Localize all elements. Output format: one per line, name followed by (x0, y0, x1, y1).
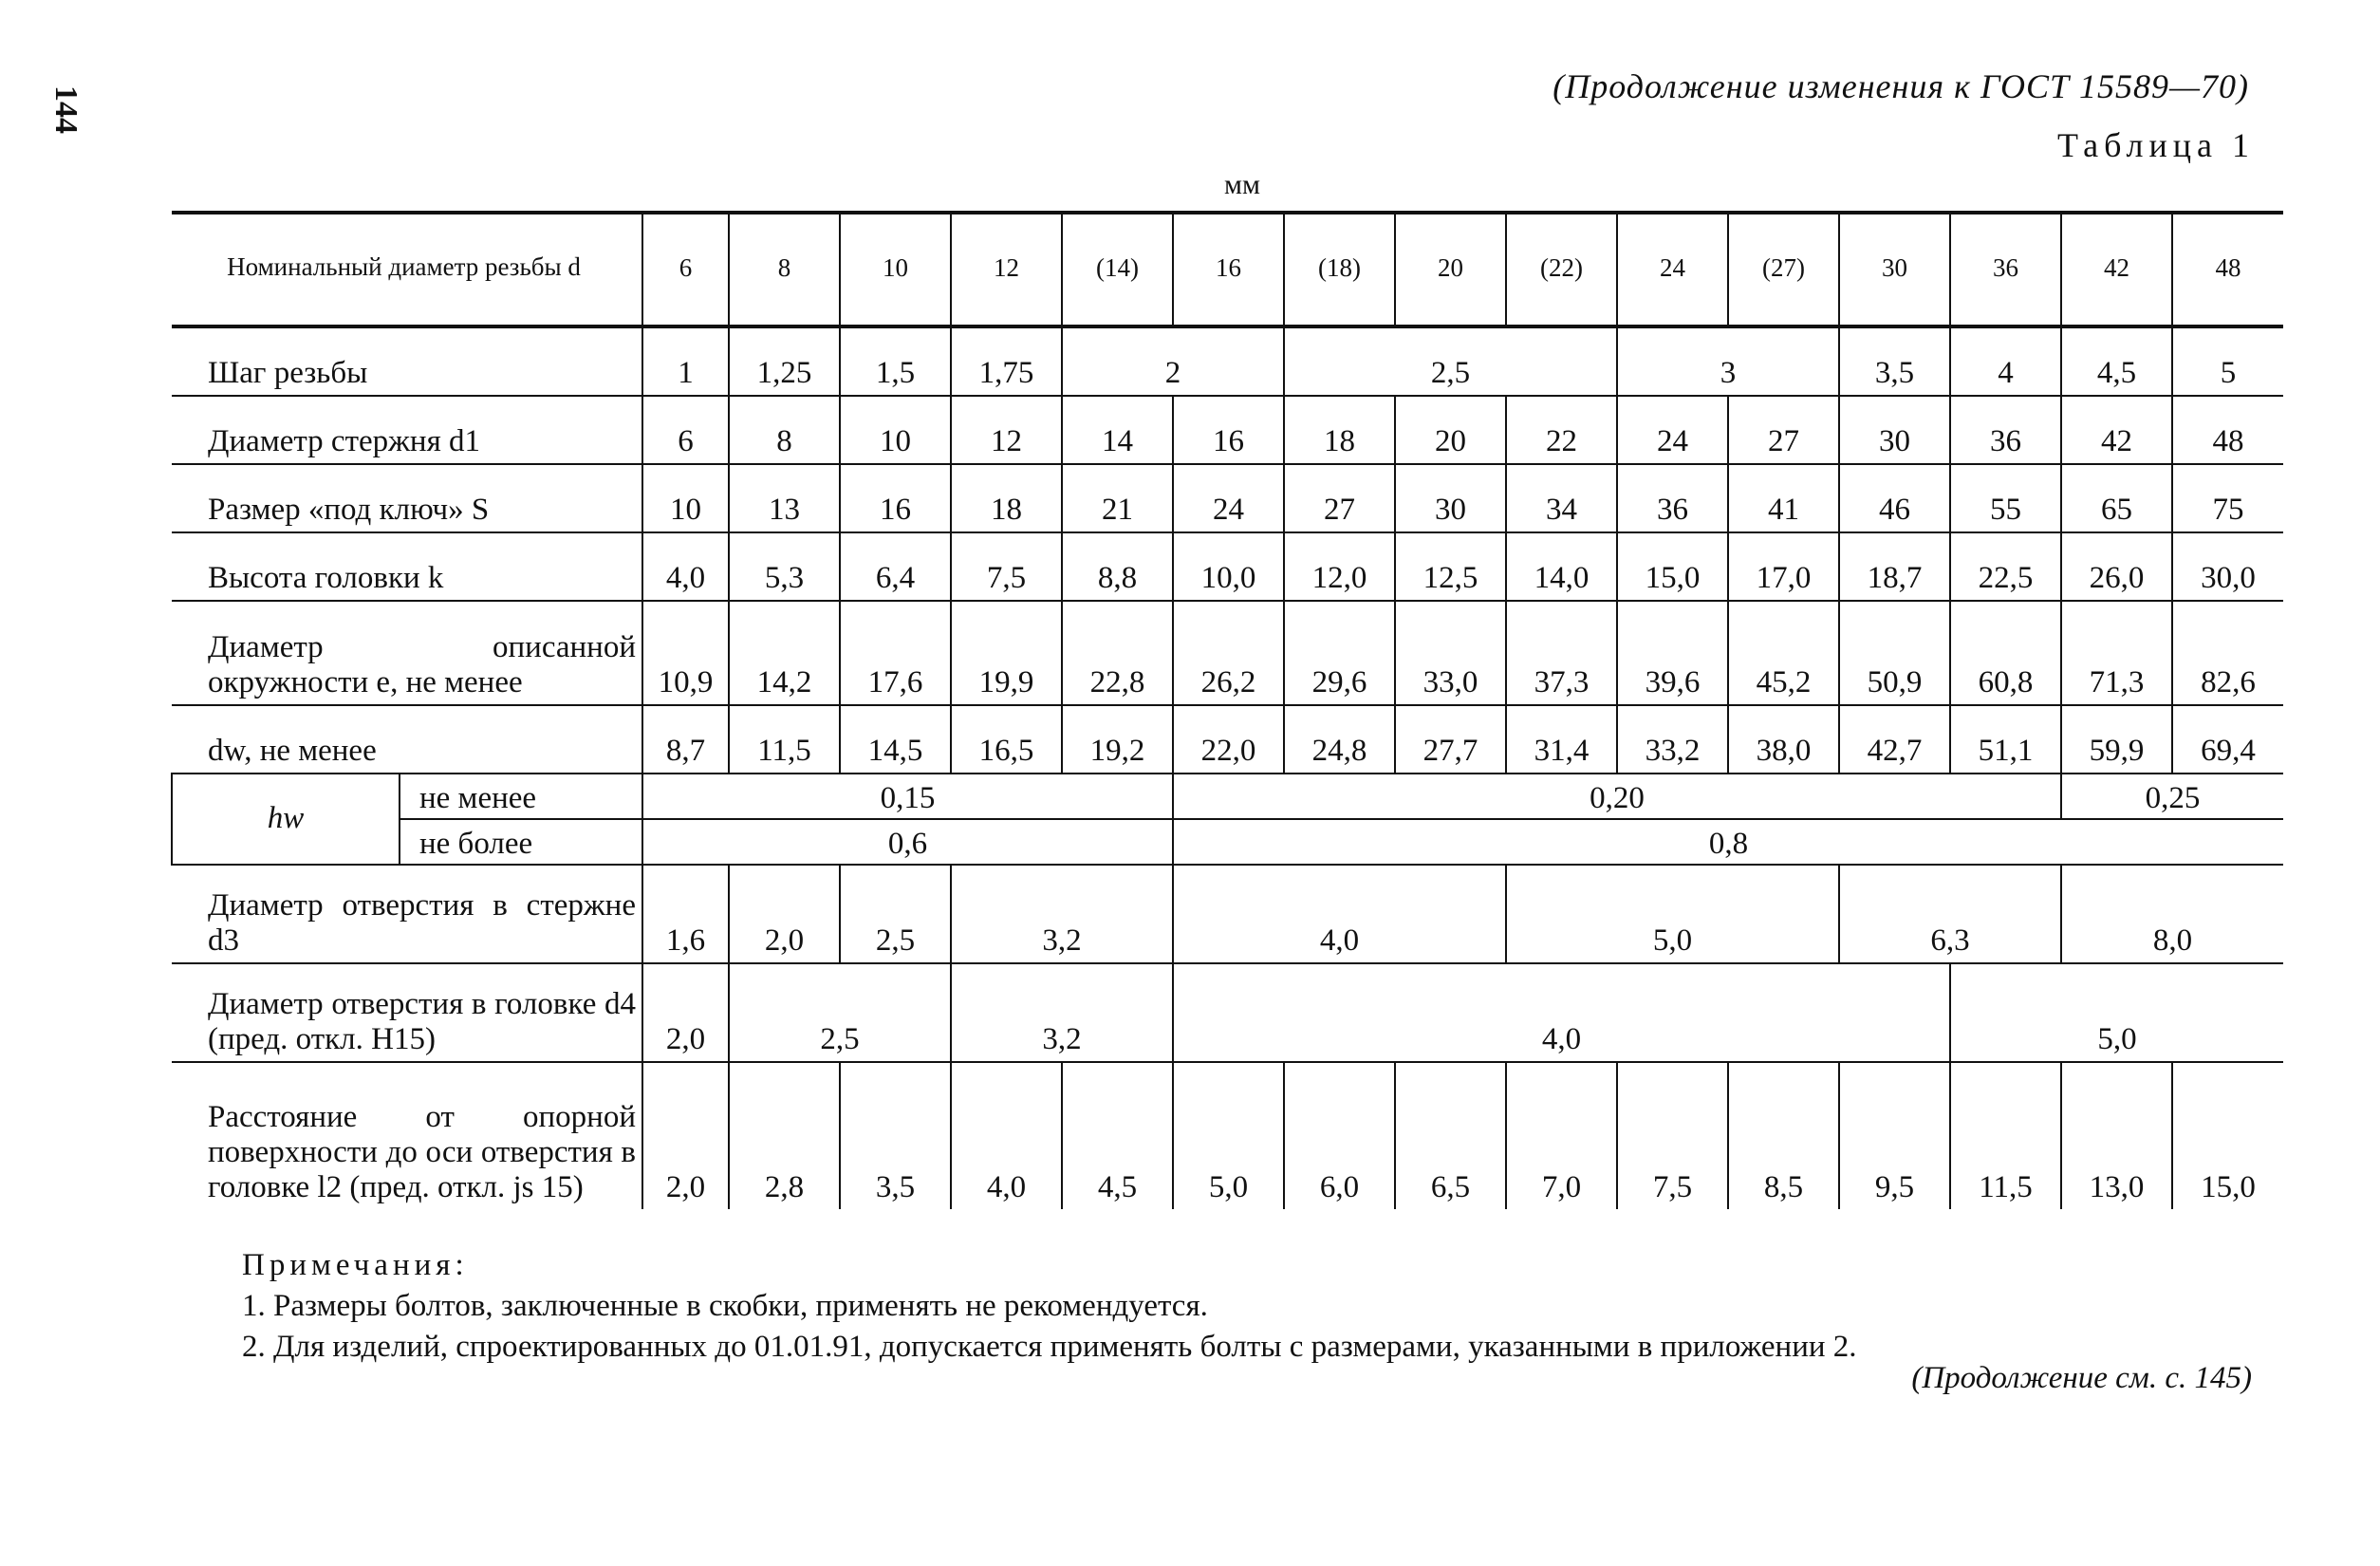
note-item: 1. Размеры болтов, заключенные в скобки, применять не рекомендуется. (242, 1288, 1208, 1323)
diameter-cell: (22) (1506, 213, 1617, 326)
continuation-header: (Продолжение изменения к ГОСТ 15589—70) (1553, 67, 2249, 105)
diameter-cell: (14) (1062, 213, 1173, 326)
table-cell: 24,8 (1284, 705, 1395, 774)
table-cell: 6,3 (1839, 865, 2061, 963)
unit-label: мм (1224, 169, 1260, 200)
table-cell: 19,2 (1062, 705, 1173, 774)
table-cell: 3 (1617, 326, 1839, 396)
dw-label: dw, не менее (172, 705, 642, 774)
table-cell: 27 (1728, 396, 1839, 464)
head-hole-label: Диаметр отверстия в головке d4 (пред. откл. H15) (172, 963, 642, 1062)
table-cell: 18 (1284, 396, 1395, 464)
notes-section (242, 1245, 1857, 1368)
table-cell: 17,0 (1728, 532, 1839, 601)
table-cell: 2,5 (729, 963, 951, 1062)
table-cell: 12,5 (1395, 532, 1506, 601)
table-cell: 41 (1728, 464, 1839, 532)
table-cell: 34 (1506, 464, 1617, 532)
table-cell: 2,5 (840, 865, 951, 963)
table-cell: 59,9 (2061, 705, 2172, 774)
pitch-label: Шаг резьбы (172, 326, 642, 396)
diameter-cell: 20 (1395, 213, 1506, 326)
table-cell: 20 (1395, 396, 1506, 464)
table-cell: 22,0 (1173, 705, 1284, 774)
table-cell: 45,2 (1728, 601, 1839, 705)
table-cell: 0,6 (642, 819, 1173, 865)
diameter-cell: 30 (1839, 213, 1950, 326)
table-cell: 14,5 (840, 705, 951, 774)
table-cell: 10 (840, 396, 951, 464)
diameter-cell: 12 (951, 213, 1062, 326)
table-cell: 14 (1062, 396, 1173, 464)
table-cell: 1,6 (642, 865, 729, 963)
table-cell: 13 (729, 464, 840, 532)
diameter-cell: 8 (729, 213, 840, 326)
table-cell: 2,0 (729, 865, 840, 963)
table-cell: 4,5 (1062, 1062, 1173, 1209)
diameter-cell: 16 (1173, 213, 1284, 326)
table-cell: 6,0 (1284, 1062, 1395, 1209)
table-cell: 4,0 (951, 1062, 1062, 1209)
table-cell: 14,2 (729, 601, 840, 705)
table-cell: 24 (1617, 396, 1728, 464)
shank-diameter-label: Диаметр стержня d1 (172, 396, 642, 464)
table-cell: 31,4 (1506, 705, 1617, 774)
table-cell: 46 (1839, 464, 1950, 532)
table-cell: 12 (951, 396, 1062, 464)
table-cell: 51,1 (1950, 705, 2061, 774)
notes-title: Примечания: (242, 1248, 469, 1282)
table-cell: 10 (642, 464, 729, 532)
table-cell: 24 (1173, 464, 1284, 532)
table-cell: 4,0 (1173, 963, 1950, 1062)
table-cell: 18,7 (1839, 532, 1950, 601)
table-cell: 6 (642, 396, 729, 464)
table-cell: 39,6 (1617, 601, 1728, 705)
table-cell: 3,2 (951, 963, 1173, 1062)
table-cell: 26,0 (2061, 532, 2172, 601)
table-cell: 0,8 (1173, 819, 2283, 865)
table-cell: 15,0 (1617, 532, 1728, 601)
page-number: 144 (48, 85, 84, 134)
table-cell: 5,0 (1950, 963, 2283, 1062)
table-cell: 8,8 (1062, 532, 1173, 601)
wrench-size-label: Размер «под ключ» S (172, 464, 642, 532)
diameter-cell: 36 (1950, 213, 2061, 326)
table-cell: 10,0 (1173, 532, 1284, 601)
table-cell: 50,9 (1839, 601, 1950, 705)
table-cell: 37,3 (1506, 601, 1617, 705)
table-cell: 16 (1173, 396, 1284, 464)
table-cell: 0,15 (642, 774, 1173, 819)
table-cell: 4,0 (1173, 865, 1506, 963)
table-cell: 11,5 (1950, 1062, 2061, 1209)
table-cell: 33,2 (1617, 705, 1728, 774)
table-cell: 42,7 (1839, 705, 1950, 774)
diameter-cell: 48 (2172, 213, 2283, 326)
wrench-size-row (172, 464, 2283, 532)
head-hole-row (172, 963, 2283, 1062)
table-cell: 30,0 (2172, 532, 2283, 601)
diameter-cell: (27) (1728, 213, 1839, 326)
head-height-row (172, 532, 2283, 601)
table-cell: 15,0 (2172, 1062, 2283, 1209)
hole-distance-label: Расстояние от опорной поверхности до оси отверстия в головке l2 (пред. откл. js 15) (208, 1100, 636, 1205)
table-cell: 22,5 (1950, 532, 2061, 601)
table-cell: 2,0 (642, 963, 729, 1062)
table-cell: 8,7 (642, 705, 729, 774)
circumcircle-label: Диаметр описанной окружности e, не менее (172, 601, 642, 705)
diameter-cell: (18) (1284, 213, 1395, 326)
table-cell: 21 (1062, 464, 1173, 532)
hole-distance-row (172, 1062, 2283, 1209)
table-cell: 9,5 (1839, 1062, 1950, 1209)
table-cell: 33,0 (1395, 601, 1506, 705)
table-cell: 36 (1950, 396, 2061, 464)
diameter-cell: 10 (840, 213, 951, 326)
shank-hole-row (172, 865, 2283, 963)
table-cell: 2,8 (729, 1062, 840, 1209)
table-cell: 13,0 (2061, 1062, 2172, 1209)
table-cell: 7,0 (1506, 1062, 1617, 1209)
shank-hole-label: Диаметр отверстия в стержне d3 (172, 865, 642, 963)
table-cell: 14,0 (1506, 532, 1617, 601)
hw-max-row (172, 819, 2283, 865)
table-cell: 27 (1284, 464, 1395, 532)
table-cell: 2,0 (642, 1062, 729, 1209)
table-cell: 7,5 (951, 532, 1062, 601)
table-cell: 82,6 (2172, 601, 2283, 705)
table-cell: 3,5 (1839, 326, 1950, 396)
dw-row (172, 705, 2283, 774)
pitch-row (172, 326, 2283, 396)
table-cell: 2,5 (1284, 326, 1617, 396)
thread-diameter-label: Номинальный диаметр резьбы d (172, 213, 642, 326)
table-cell: 48 (2172, 396, 2283, 464)
header-row (172, 213, 2283, 326)
table-title: Таблица 1 (2057, 126, 2255, 164)
table-cell: 8,5 (1728, 1062, 1839, 1209)
table-cell: 19,9 (951, 601, 1062, 705)
table-cell: 4 (1950, 326, 2061, 396)
table-cell: 26,2 (1173, 601, 1284, 705)
table-cell: 8,0 (2061, 865, 2283, 963)
table-cell: 38,0 (1728, 705, 1839, 774)
table-cell: 30 (1839, 396, 1950, 464)
table-cell: 1 (642, 326, 729, 396)
table-cell: 5 (2172, 326, 2283, 396)
diameter-cell: 6 (642, 213, 729, 326)
table-cell: 30 (1395, 464, 1506, 532)
table-cell: 16 (840, 464, 951, 532)
table-cell: 4,0 (642, 532, 729, 601)
table-cell: 2 (1062, 326, 1284, 396)
table-cell: 5,0 (1506, 865, 1839, 963)
table-cell: 1,25 (729, 326, 840, 396)
table-cell: 12,0 (1284, 532, 1395, 601)
table-cell: 5,0 (1173, 1062, 1284, 1209)
shank-diameter-row (172, 396, 2283, 464)
table-cell: 29,6 (1284, 601, 1395, 705)
table-cell: 0,20 (1173, 774, 2061, 819)
table-cell: 18 (951, 464, 1062, 532)
table-cell: 27,7 (1395, 705, 1506, 774)
table-cell: 1,75 (951, 326, 1062, 396)
table-cell: 17,6 (840, 601, 951, 705)
table-cell: 16,5 (951, 705, 1062, 774)
diameter-cell: 24 (1617, 213, 1728, 326)
bolt-dimensions-table-wrapper (171, 211, 2264, 1209)
table-cell: 69,4 (2172, 705, 2283, 774)
table-cell: 60,8 (1950, 601, 2061, 705)
head-height-label: Высота головки k (172, 532, 642, 601)
hw-min-row (172, 774, 2283, 819)
table-cell: 5,3 (729, 532, 840, 601)
table-cell: 3,5 (840, 1062, 951, 1209)
table-cell: 75 (2172, 464, 2283, 532)
hw-symbol: hw (172, 774, 400, 865)
table-cell: 36 (1617, 464, 1728, 532)
table-cell: 4,5 (2061, 326, 2172, 396)
hw-min-label: не менее (400, 774, 642, 819)
table-cell: 7,5 (1617, 1062, 1728, 1209)
diameter-cell: 42 (2061, 213, 2172, 326)
table-cell: 8 (729, 396, 840, 464)
table-cell: 71,3 (2061, 601, 2172, 705)
note-item: 2. Для изделий, спроектированных до 01.01.91, допускается применять болты с размерами, указанными в приложении 2. (242, 1329, 1857, 1364)
table-cell: 22,8 (1062, 601, 1173, 705)
table-cell: 0,25 (2061, 774, 2283, 819)
table-cell: 6,5 (1395, 1062, 1506, 1209)
table-cell: 11,5 (729, 705, 840, 774)
table-cell: 55 (1950, 464, 2061, 532)
circumcircle-row (172, 601, 2283, 705)
bolt-dimensions-table (171, 211, 2283, 1209)
table-cell: 42 (2061, 396, 2172, 464)
hw-max-label: не более (400, 819, 642, 865)
table-cell: 22 (1506, 396, 1617, 464)
table-cell: 1,5 (840, 326, 951, 396)
table-cell: 65 (2061, 464, 2172, 532)
continuation-footer: (Продолжение см. с. 145) (1911, 1361, 2252, 1395)
table-cell: 6,4 (840, 532, 951, 601)
table-cell: 3,2 (951, 865, 1173, 963)
table-cell: 10,9 (642, 601, 729, 705)
